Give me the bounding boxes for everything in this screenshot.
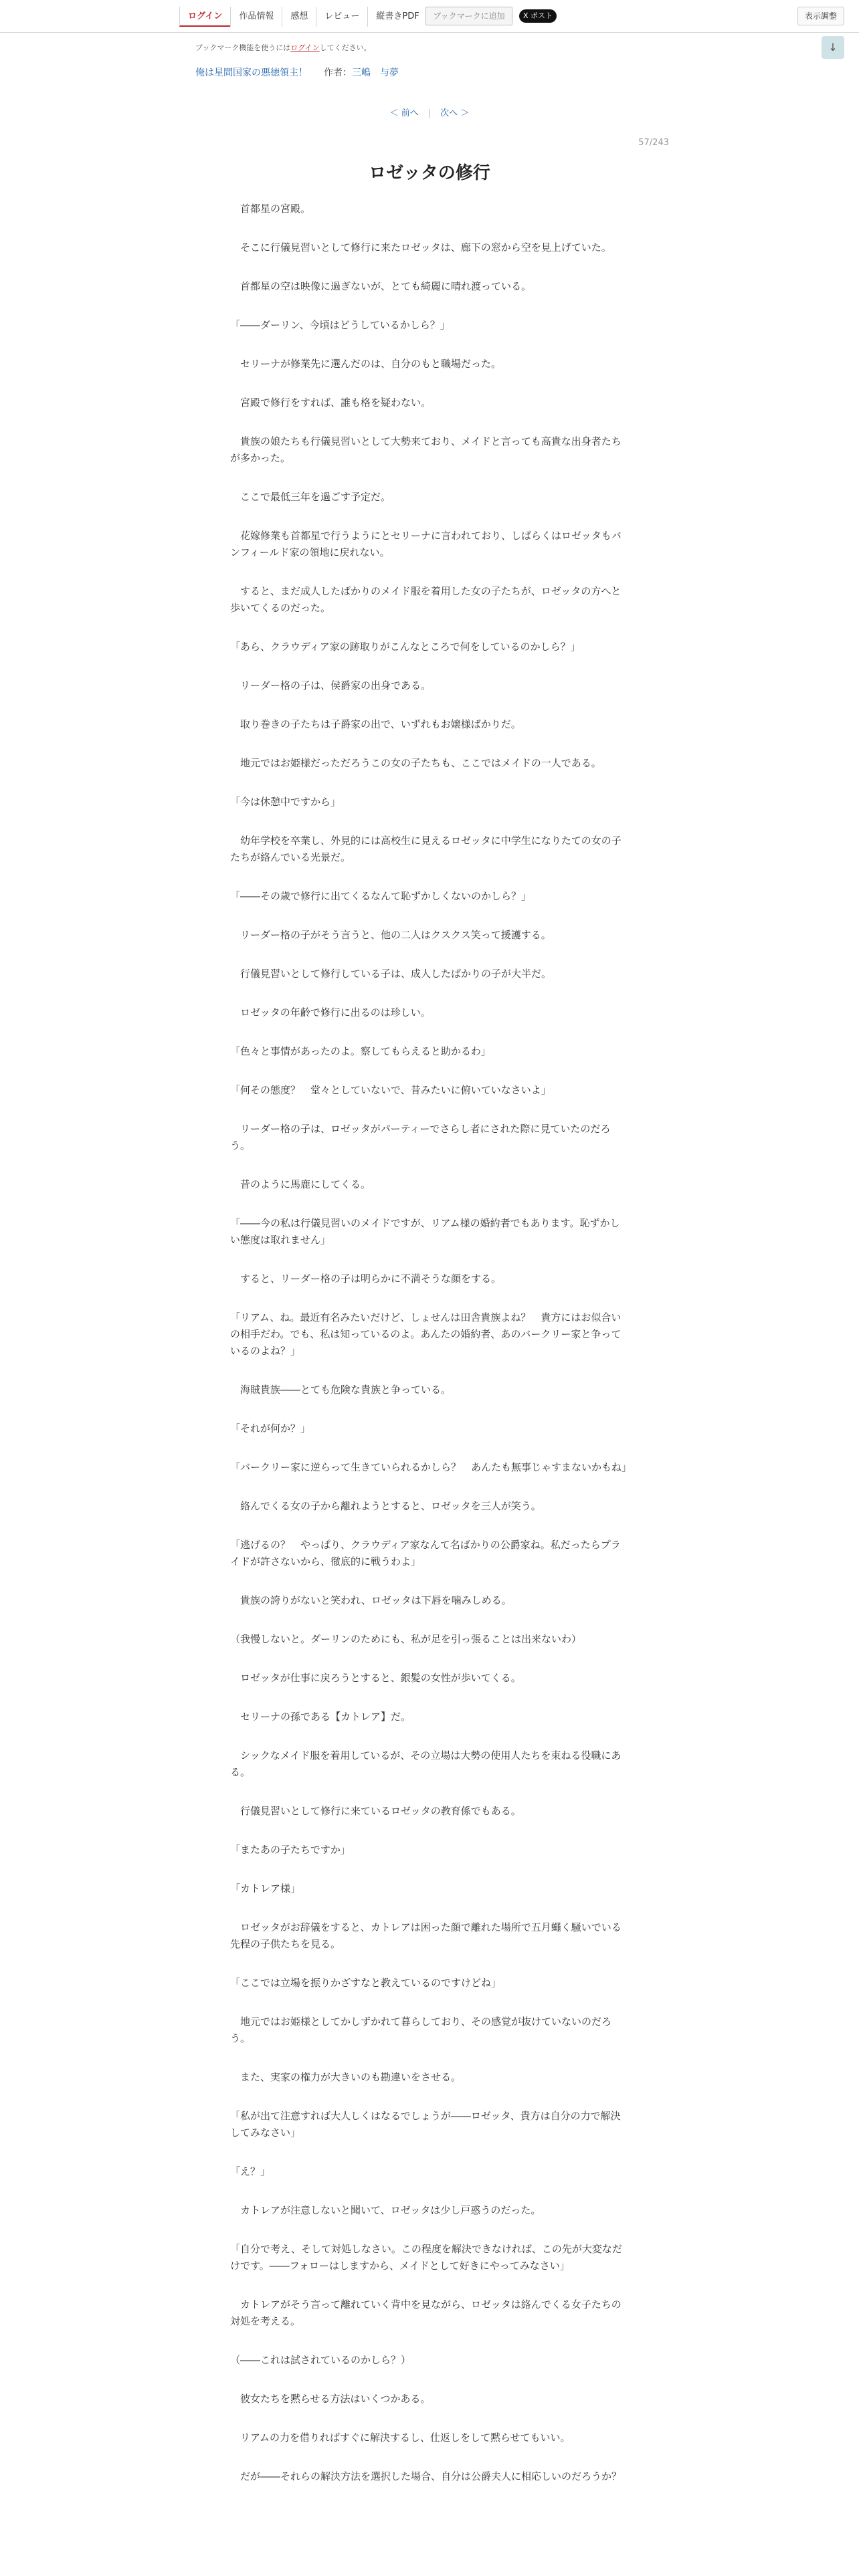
body-paragraph: 「何その態度？ 堂々としていないで、昔みたいに俯いていなさいよ」 bbox=[230, 1084, 551, 1096]
body-paragraph: 首都星の空は映像に過ぎないが、とても綺麗に晴れ渡っている。 bbox=[230, 280, 532, 292]
body-paragraph: 貴族の娘たちも行儀見習いとして大勢来ており、メイドと言っても高貴な出身者たちが多かった。 bbox=[230, 435, 622, 464]
notice-text-before: ブックマーク機能を使うには bbox=[195, 43, 291, 52]
body-paragraph: すると、まだ成人したばかりのメイド服を着用した女の子たちが、ロゼッタの方へと歩いてくるのだった。 bbox=[230, 585, 622, 614]
body-paragraph: 「――その歳で修行に出てくるなんて恥ずかしくないのかしら？」 bbox=[230, 890, 532, 902]
body-paragraph: 地元ではお姫様だっただろうこの女の子たちも、ここではメイドの一人である。 bbox=[230, 757, 601, 769]
body-paragraph: 「私が出て注意すれば大人しくはなるでしょうが――ロゼッタ、貴方は自分の力で解決してみなさい」 bbox=[230, 2110, 621, 2139]
body-paragraph: 行儀見習いとして修行に来ているロゼッタの教育係でもある。 bbox=[230, 1805, 521, 1817]
impressions-link[interactable]: 感想 bbox=[282, 7, 316, 27]
work-info-link[interactable]: 作品情報 bbox=[230, 7, 282, 27]
body-paragraph: ここで最低三年を過ごす予定だ。 bbox=[230, 491, 391, 503]
chapter-pager bbox=[0, 106, 859, 118]
body-paragraph: ロゼッタが仕事に戻ろうとすると、銀髪の女性が歩いてくる。 bbox=[230, 1672, 521, 1684]
series-title-link[interactable]: 俺は星間国家の悪徳領主！ bbox=[195, 68, 308, 78]
body-paragraph: ロゼッタがお辞儀をすると、カトレアは困った顔で離れた場所で五月蠅く騒いでいる先程の子供たちを見る。 bbox=[230, 1921, 622, 1950]
top-nav-bar bbox=[0, 0, 859, 33]
vertical-pdf-link[interactable]: 縦書きPDF bbox=[367, 7, 427, 27]
bookmark-login-notice bbox=[195, 42, 371, 53]
body-paragraph: （――これは試されているのかしら？） bbox=[230, 2354, 411, 2366]
body-paragraph: 地元ではお姫様としてかしずかれて暮らしており、その感覚が抜けていないのだろう。 bbox=[230, 2016, 612, 2044]
body-paragraph: 「リアム、ね。最近有名みたいだけど、しょせんは田舎貴族よね？ 貴方にはお似合いの相手だわ。でも、私は知っているのよ。あんたの婚約者、あのバークリー家と争っているのよね？」 bbox=[230, 1311, 622, 1357]
body-paragraph: 「――ダーリン、今頃はどうしているかしら？」 bbox=[230, 319, 450, 331]
notice-text-after: してください。 bbox=[319, 43, 371, 52]
body-paragraph: 「あら、クラウディア家の跡取りがこんなところで何をしているのかしら？」 bbox=[230, 641, 581, 653]
body-paragraph: 「バークリー家に逆らって生きていられるかしら？ あんたも無事じゃすまないかもね」 bbox=[230, 1461, 632, 1473]
author-name-link[interactable]: 三嶋 与夢 bbox=[352, 68, 399, 78]
body-paragraph: 幼年学校を卒業し、外見的には高校生に見えるロゼッタに中学生になりたての女の子たちが絡んでいる光景だ。 bbox=[230, 835, 622, 863]
body-paragraph: セリーナの孫である【カトレア】だ。 bbox=[230, 1711, 411, 1723]
body-paragraph: 昔のように馬鹿にしてくる。 bbox=[230, 1178, 371, 1190]
body-paragraph: 首都星の宮殿。 bbox=[230, 203, 311, 215]
body-paragraph: 絡んでくる女の子から離れようとすると、ロゼッタを三人が笑う。 bbox=[230, 1500, 541, 1512]
pager-separator: | bbox=[427, 108, 432, 118]
body-paragraph: 「――今の私は行儀見習いのメイドですが、リアム様の婚約者でもあります。恥ずかしい態度は取れません」 bbox=[230, 1217, 620, 1246]
login-link[interactable]: ログイン bbox=[179, 7, 230, 27]
body-paragraph: 「今は休憩中ですから」 bbox=[230, 796, 341, 808]
scroll-down-icon[interactable]: ↓ bbox=[822, 36, 844, 59]
body-paragraph: だが――それらの解決方法を選択した場合、自分は公爵夫人に相応しいのだろうか？ bbox=[230, 2470, 622, 2482]
body-paragraph: セリーナが修業先に選んだのは、自分のもと職場だった。 bbox=[230, 358, 502, 370]
notice-login-link[interactable]: ログイン bbox=[290, 43, 320, 52]
chapter-title: ロゼッタの修行 bbox=[369, 163, 490, 183]
body-paragraph: 花嫁修業も首都星で行うようにとセリーナに言われており、しばらくはロゼッタもバンフィールド家の領地に戻れない。 bbox=[230, 530, 622, 558]
body-paragraph: 「色々と事情があったのよ。察してもらえると助かるわ」 bbox=[230, 1045, 491, 1057]
body-paragraph: （我慢しないと。ダーリンのためにも、私が足を引っ張ることは出来ないわ） bbox=[230, 1633, 582, 1645]
author-label: 作者： bbox=[324, 68, 352, 78]
body-paragraph: すると、リーダー格の子は明らかに不満そうな顔をする。 bbox=[230, 1273, 502, 1285]
display-adjust-button[interactable]: 表示調整 bbox=[797, 7, 844, 25]
body-paragraph: 「それが何か？」 bbox=[230, 1422, 311, 1434]
next-chapter-link[interactable]: 次へ ＞ bbox=[440, 108, 470, 118]
body-paragraph: カトレアが注意しないと聞いて、ロゼッタは少し戸惑うのだった。 bbox=[230, 2204, 541, 2216]
body-paragraph: 「逃げるの？ やっぱり、クラウディア家なんて名ばかりの公爵家ね。私だったらプライドが許さないから、徹底的に戦うわよ」 bbox=[230, 1539, 621, 1568]
body-paragraph: 「カトレア様」 bbox=[230, 1883, 301, 1895]
body-paragraph: カトレアがそう言って離れていく背中を見ながら、ロゼッタは絡んでくる女子たちの対処を考える。 bbox=[230, 2298, 622, 2327]
body-paragraph: 「え？」 bbox=[230, 2165, 271, 2177]
body-paragraph: 「自分で考え、そして対処しなさい。この程度を解決できなければ、この先が大変なだけです。――フォローはしますから、メイドとして好きにやってみなさい」 bbox=[230, 2243, 622, 2272]
body-paragraph: そこに行儀見習いとして修行に来たロゼッタは、廊下の窓から空を見上げていた。 bbox=[230, 241, 611, 253]
body-paragraph: 彼女たちを黙らせる方法はいくつかある。 bbox=[230, 2393, 431, 2405]
body-paragraph: 「またあの子たちですか」 bbox=[230, 1844, 351, 1856]
add-bookmark-button[interactable]: ブックマークに追加 bbox=[425, 7, 512, 25]
chapter-body bbox=[230, 201, 632, 2507]
body-paragraph: リアムの力を借りればすぐに解決するし、仕返しをして黙らせてもいい。 bbox=[230, 2432, 571, 2444]
x-post-button[interactable]: X ポスト bbox=[519, 9, 557, 23]
body-paragraph: リーダー格の子は、ロゼッタがパーティーでさらし者にされた際に見ていたのだろう。 bbox=[230, 1123, 611, 1152]
body-paragraph: 海賊貴族――とても危険な貴族と争っている。 bbox=[230, 1384, 452, 1396]
prev-chapter-link[interactable]: ＜ 前へ bbox=[389, 108, 419, 118]
body-paragraph: 「ここでは立場を振りかざすなと教えているのですけどね」 bbox=[230, 1977, 502, 1989]
main-nav bbox=[179, 7, 427, 27]
body-paragraph: 取り巻きの子たちは子爵家の出で、いずれもお嬢様ばかりだ。 bbox=[230, 718, 521, 730]
body-paragraph: ロゼッタの年齢で修行に出るのは珍しい。 bbox=[230, 1006, 431, 1018]
body-paragraph: リーダー格の子がそう言うと、他の二人はクスクス笑って援護する。 bbox=[230, 929, 551, 941]
review-link[interactable]: レビュー bbox=[316, 7, 367, 27]
body-paragraph: シックなメイド服を着用しているが、その立場は大勢の使用人たちを束ねる役職にある。 bbox=[230, 1749, 622, 1778]
body-paragraph: 行儀見習いとして修行している子は、成人したばかりの子が大半だ。 bbox=[230, 968, 552, 980]
page-number: 57/243 bbox=[638, 138, 669, 148]
body-paragraph: リーダー格の子は、侯爵家の出身である。 bbox=[230, 679, 432, 691]
body-paragraph: 貴族の誇りがないと笑われ、ロゼッタは下唇を噛みしめる。 bbox=[230, 1594, 512, 1606]
body-paragraph: 宮殿で修行をすれば、誰も格を疑わない。 bbox=[230, 397, 432, 409]
body-paragraph: また、実家の権力が大きいのも勘違いをさせる。 bbox=[230, 2071, 462, 2083]
